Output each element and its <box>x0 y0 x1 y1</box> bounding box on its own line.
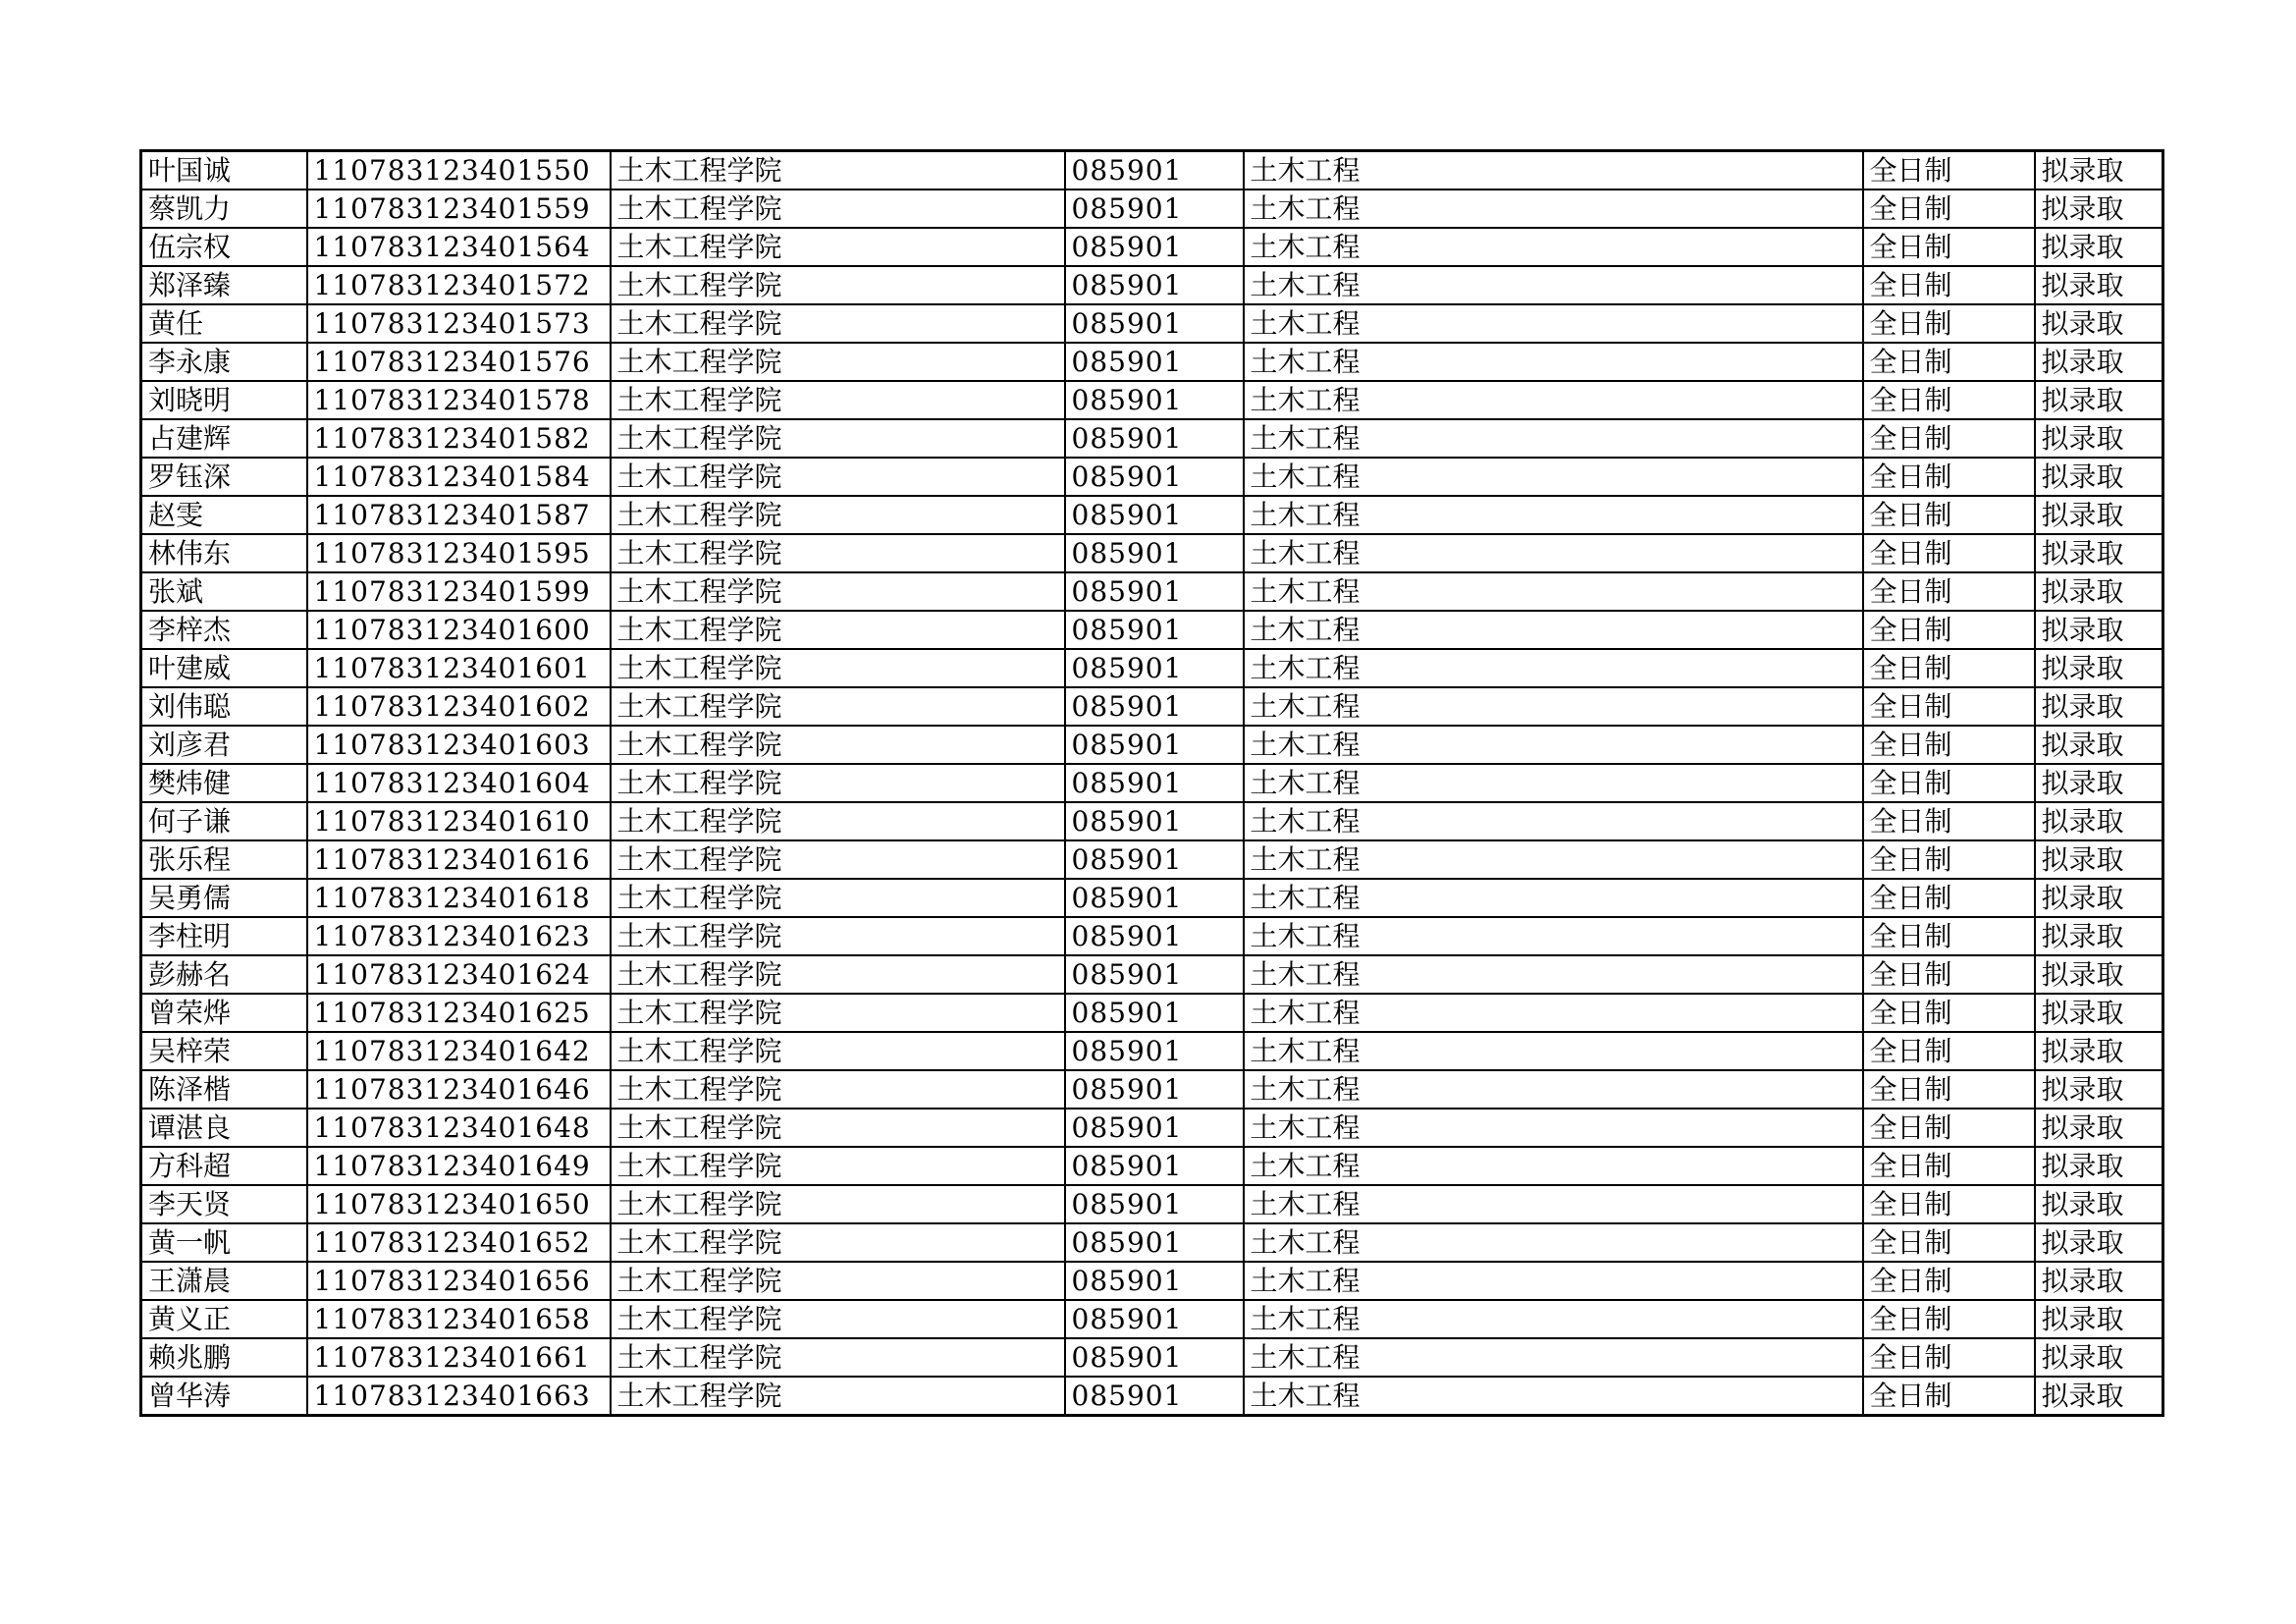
major-code-cell: 085901 <box>1065 802 1244 840</box>
major-name-cell: 土木工程 <box>1244 151 1863 190</box>
school-cell: 土木工程学院 <box>611 228 1065 266</box>
study-mode-cell: 全日制 <box>1863 1032 2035 1070</box>
table-row <box>141 726 2163 764</box>
major-code-cell: 085901 <box>1065 1377 1244 1416</box>
school-cell: 土木工程学院 <box>611 343 1065 381</box>
major-code-cell: 085901 <box>1065 304 1244 343</box>
exam-number-cell: 110783123401656 <box>307 1262 611 1300</box>
admission-status-cell: 拟录取 <box>2035 649 2163 687</box>
admission-status-cell: 拟录取 <box>2035 726 2163 764</box>
major-name-cell: 土木工程 <box>1244 955 1863 994</box>
school-cell: 土木工程学院 <box>611 1338 1065 1377</box>
school-cell: 土木工程学院 <box>611 419 1065 458</box>
admission-status-cell: 拟录取 <box>2035 1300 2163 1338</box>
admission-status-cell: 拟录取 <box>2035 189 2163 228</box>
admission-status-cell: 拟录取 <box>2035 496 2163 534</box>
candidate-name-cell: 叶建威 <box>141 649 307 687</box>
candidate-name-cell: 李梓杰 <box>141 611 307 649</box>
major-code-cell: 085901 <box>1065 1223 1244 1262</box>
major-name-cell: 土木工程 <box>1244 764 1863 802</box>
study-mode-cell: 全日制 <box>1863 1147 2035 1185</box>
candidate-name-cell: 张乐程 <box>141 840 307 879</box>
exam-number-cell: 110783123401584 <box>307 458 611 496</box>
candidate-name-cell: 吴勇儒 <box>141 879 307 917</box>
study-mode-cell: 全日制 <box>1863 840 2035 879</box>
major-code-cell: 085901 <box>1065 955 1244 994</box>
table-row <box>141 994 2163 1032</box>
major-name-cell: 土木工程 <box>1244 1338 1863 1377</box>
major-name-cell: 土木工程 <box>1244 1070 1863 1109</box>
major-name-cell: 土木工程 <box>1244 1147 1863 1185</box>
exam-number-cell: 110783123401573 <box>307 304 611 343</box>
school-cell: 土木工程学院 <box>611 1070 1065 1109</box>
study-mode-cell: 全日制 <box>1863 726 2035 764</box>
exam-number-cell: 110783123401623 <box>307 917 611 955</box>
table-row <box>141 879 2163 917</box>
table-row <box>141 764 2163 802</box>
table-row <box>141 1262 2163 1300</box>
school-cell: 土木工程学院 <box>611 1262 1065 1300</box>
roster-body <box>141 151 2163 1416</box>
candidate-name-cell: 谭湛良 <box>141 1109 307 1147</box>
exam-number-cell: 110783123401642 <box>307 1032 611 1070</box>
admission-status-cell: 拟录取 <box>2035 1377 2163 1416</box>
study-mode-cell: 全日制 <box>1863 802 2035 840</box>
major-name-cell: 土木工程 <box>1244 458 1863 496</box>
major-code-cell: 085901 <box>1065 151 1244 190</box>
major-name-cell: 土木工程 <box>1244 266 1863 304</box>
admission-status-cell: 拟录取 <box>2035 304 2163 343</box>
school-cell: 土木工程学院 <box>611 304 1065 343</box>
exam-number-cell: 110783123401650 <box>307 1185 611 1223</box>
table-row <box>141 1185 2163 1223</box>
admission-status-cell: 拟录取 <box>2035 802 2163 840</box>
major-name-cell: 土木工程 <box>1244 1032 1863 1070</box>
exam-number-cell: 110783123401602 <box>307 687 611 726</box>
table-row <box>141 419 2163 458</box>
table-row <box>141 304 2163 343</box>
table-row <box>141 611 2163 649</box>
school-cell: 土木工程学院 <box>611 458 1065 496</box>
school-cell: 土木工程学院 <box>611 649 1065 687</box>
major-code-cell: 085901 <box>1065 534 1244 572</box>
study-mode-cell: 全日制 <box>1863 1377 2035 1416</box>
study-mode-cell: 全日制 <box>1863 1338 2035 1377</box>
major-name-cell: 土木工程 <box>1244 802 1863 840</box>
major-code-cell: 085901 <box>1065 879 1244 917</box>
table-row <box>141 189 2163 228</box>
admission-status-cell: 拟录取 <box>2035 1223 2163 1262</box>
school-cell: 土木工程学院 <box>611 726 1065 764</box>
candidate-name-cell: 曾荣烨 <box>141 994 307 1032</box>
school-cell: 土木工程学院 <box>611 1223 1065 1262</box>
school-cell: 土木工程学院 <box>611 764 1065 802</box>
candidate-name-cell: 彭赫名 <box>141 955 307 994</box>
admission-status-cell: 拟录取 <box>2035 1032 2163 1070</box>
candidate-name-cell: 陈泽楷 <box>141 1070 307 1109</box>
study-mode-cell: 全日制 <box>1863 1109 2035 1147</box>
study-mode-cell: 全日制 <box>1863 764 2035 802</box>
major-name-cell: 土木工程 <box>1244 917 1863 955</box>
table-row <box>141 917 2163 955</box>
study-mode-cell: 全日制 <box>1863 1070 2035 1109</box>
study-mode-cell: 全日制 <box>1863 994 2035 1032</box>
major-code-cell: 085901 <box>1065 266 1244 304</box>
major-name-cell: 土木工程 <box>1244 726 1863 764</box>
exam-number-cell: 110783123401604 <box>307 764 611 802</box>
admission-status-cell: 拟录取 <box>2035 266 2163 304</box>
candidate-name-cell: 占建辉 <box>141 419 307 458</box>
table-row <box>141 381 2163 419</box>
table-row <box>141 151 2163 190</box>
major-code-cell: 085901 <box>1065 1147 1244 1185</box>
candidate-name-cell: 李永康 <box>141 343 307 381</box>
major-code-cell: 085901 <box>1065 1338 1244 1377</box>
exam-number-cell: 110783123401600 <box>307 611 611 649</box>
exam-number-cell: 110783123401603 <box>307 726 611 764</box>
school-cell: 土木工程学院 <box>611 802 1065 840</box>
study-mode-cell: 全日制 <box>1863 1223 2035 1262</box>
candidate-name-cell: 樊炜健 <box>141 764 307 802</box>
major-code-cell: 085901 <box>1065 687 1244 726</box>
admission-status-cell: 拟录取 <box>2035 917 2163 955</box>
exam-number-cell: 110783123401564 <box>307 228 611 266</box>
major-name-cell: 土木工程 <box>1244 1262 1863 1300</box>
major-name-cell: 土木工程 <box>1244 496 1863 534</box>
table-row <box>141 1300 2163 1338</box>
exam-number-cell: 110783123401578 <box>307 381 611 419</box>
table-row <box>141 266 2163 304</box>
study-mode-cell: 全日制 <box>1863 572 2035 611</box>
school-cell: 土木工程学院 <box>611 1109 1065 1147</box>
major-name-cell: 土木工程 <box>1244 1300 1863 1338</box>
exam-number-cell: 110783123401618 <box>307 879 611 917</box>
school-cell: 土木工程学院 <box>611 496 1065 534</box>
candidate-name-cell: 吴梓荣 <box>141 1032 307 1070</box>
candidate-name-cell: 何子谦 <box>141 802 307 840</box>
admission-status-cell: 拟录取 <box>2035 458 2163 496</box>
exam-number-cell: 110783123401550 <box>307 151 611 190</box>
admission-status-cell: 拟录取 <box>2035 151 2163 190</box>
major-code-cell: 085901 <box>1065 764 1244 802</box>
school-cell: 土木工程学院 <box>611 1300 1065 1338</box>
major-code-cell: 085901 <box>1065 572 1244 611</box>
school-cell: 土木工程学院 <box>611 1185 1065 1223</box>
major-code-cell: 085901 <box>1065 726 1244 764</box>
table-row <box>141 228 2163 266</box>
major-name-cell: 土木工程 <box>1244 840 1863 879</box>
exam-number-cell: 110783123401599 <box>307 572 611 611</box>
table-row <box>141 687 2163 726</box>
table-row <box>141 1338 2163 1377</box>
candidate-name-cell: 黄义正 <box>141 1300 307 1338</box>
exam-number-cell: 110783123401601 <box>307 649 611 687</box>
major-name-cell: 土木工程 <box>1244 419 1863 458</box>
major-name-cell: 土木工程 <box>1244 611 1863 649</box>
study-mode-cell: 全日制 <box>1863 381 2035 419</box>
admission-status-cell: 拟录取 <box>2035 1262 2163 1300</box>
admission-status-cell: 拟录取 <box>2035 1070 2163 1109</box>
exam-number-cell: 110783123401572 <box>307 266 611 304</box>
table-row <box>141 1147 2163 1185</box>
study-mode-cell: 全日制 <box>1863 151 2035 190</box>
study-mode-cell: 全日制 <box>1863 955 2035 994</box>
study-mode-cell: 全日制 <box>1863 189 2035 228</box>
exam-number-cell: 110783123401663 <box>307 1377 611 1416</box>
exam-number-cell: 110783123401658 <box>307 1300 611 1338</box>
major-name-cell: 土木工程 <box>1244 879 1863 917</box>
admission-status-cell: 拟录取 <box>2035 343 2163 381</box>
school-cell: 土木工程学院 <box>611 687 1065 726</box>
candidate-name-cell: 曾华涛 <box>141 1377 307 1416</box>
candidate-name-cell: 刘晓明 <box>141 381 307 419</box>
admission-status-cell: 拟录取 <box>2035 419 2163 458</box>
candidate-name-cell: 李柱明 <box>141 917 307 955</box>
exam-number-cell: 110783123401625 <box>307 994 611 1032</box>
table-row <box>141 1109 2163 1147</box>
table-row <box>141 1377 2163 1416</box>
major-code-cell: 085901 <box>1065 419 1244 458</box>
candidate-name-cell: 伍宗权 <box>141 228 307 266</box>
exam-number-cell: 110783123401646 <box>307 1070 611 1109</box>
study-mode-cell: 全日制 <box>1863 343 2035 381</box>
table-row <box>141 343 2163 381</box>
study-mode-cell: 全日制 <box>1863 228 2035 266</box>
exam-number-cell: 110783123401624 <box>307 955 611 994</box>
admission-status-cell: 拟录取 <box>2035 1338 2163 1377</box>
study-mode-cell: 全日制 <box>1863 304 2035 343</box>
table-row <box>141 1032 2163 1070</box>
school-cell: 土木工程学院 <box>611 917 1065 955</box>
candidate-name-cell: 刘彦君 <box>141 726 307 764</box>
candidate-name-cell: 赵雯 <box>141 496 307 534</box>
major-code-cell: 085901 <box>1065 611 1244 649</box>
exam-number-cell: 110783123401649 <box>307 1147 611 1185</box>
major-code-cell: 085901 <box>1065 1032 1244 1070</box>
study-mode-cell: 全日制 <box>1863 266 2035 304</box>
admission-roster-table <box>139 149 2164 1417</box>
admission-status-cell: 拟录取 <box>2035 994 2163 1032</box>
major-name-cell: 土木工程 <box>1244 381 1863 419</box>
candidate-name-cell: 罗钰深 <box>141 458 307 496</box>
school-cell: 土木工程学院 <box>611 381 1065 419</box>
candidate-name-cell: 张斌 <box>141 572 307 611</box>
admission-status-cell: 拟录取 <box>2035 764 2163 802</box>
major-code-cell: 085901 <box>1065 649 1244 687</box>
admission-status-cell: 拟录取 <box>2035 879 2163 917</box>
study-mode-cell: 全日制 <box>1863 611 2035 649</box>
table-row <box>141 1223 2163 1262</box>
school-cell: 土木工程学院 <box>611 151 1065 190</box>
major-code-cell: 085901 <box>1065 189 1244 228</box>
table-row <box>141 572 2163 611</box>
candidate-name-cell: 叶国诚 <box>141 151 307 190</box>
candidate-name-cell: 黄任 <box>141 304 307 343</box>
major-code-cell: 085901 <box>1065 1185 1244 1223</box>
school-cell: 土木工程学院 <box>611 955 1065 994</box>
table-row <box>141 1070 2163 1109</box>
study-mode-cell: 全日制 <box>1863 687 2035 726</box>
study-mode-cell: 全日制 <box>1863 534 2035 572</box>
exam-number-cell: 110783123401582 <box>307 419 611 458</box>
admission-status-cell: 拟录取 <box>2035 1109 2163 1147</box>
candidate-name-cell: 郑泽臻 <box>141 266 307 304</box>
admission-status-cell: 拟录取 <box>2035 955 2163 994</box>
admission-status-cell: 拟录取 <box>2035 687 2163 726</box>
study-mode-cell: 全日制 <box>1863 879 2035 917</box>
major-name-cell: 土木工程 <box>1244 1109 1863 1147</box>
candidate-name-cell: 刘伟聪 <box>141 687 307 726</box>
candidate-name-cell: 王潇晨 <box>141 1262 307 1300</box>
major-code-cell: 085901 <box>1065 381 1244 419</box>
exam-number-cell: 110783123401610 <box>307 802 611 840</box>
major-code-cell: 085901 <box>1065 1262 1244 1300</box>
major-name-cell: 土木工程 <box>1244 649 1863 687</box>
major-name-cell: 土木工程 <box>1244 343 1863 381</box>
major-name-cell: 土木工程 <box>1244 228 1863 266</box>
major-code-cell: 085901 <box>1065 994 1244 1032</box>
major-code-cell: 085901 <box>1065 458 1244 496</box>
candidate-name-cell: 方科超 <box>141 1147 307 1185</box>
school-cell: 土木工程学院 <box>611 1032 1065 1070</box>
table-row <box>141 840 2163 879</box>
study-mode-cell: 全日制 <box>1863 1262 2035 1300</box>
candidate-name-cell: 赖兆鹏 <box>141 1338 307 1377</box>
exam-number-cell: 110783123401648 <box>307 1109 611 1147</box>
admission-status-cell: 拟录取 <box>2035 1185 2163 1223</box>
study-mode-cell: 全日制 <box>1863 1300 2035 1338</box>
exam-number-cell: 110783123401576 <box>307 343 611 381</box>
table-row <box>141 649 2163 687</box>
table-row <box>141 534 2163 572</box>
school-cell: 土木工程学院 <box>611 1147 1065 1185</box>
table-row <box>141 496 2163 534</box>
exam-number-cell: 110783123401661 <box>307 1338 611 1377</box>
admission-status-cell: 拟录取 <box>2035 381 2163 419</box>
school-cell: 土木工程学院 <box>611 1377 1065 1416</box>
major-name-cell: 土木工程 <box>1244 1377 1863 1416</box>
exam-number-cell: 110783123401652 <box>307 1223 611 1262</box>
admission-status-cell: 拟录取 <box>2035 572 2163 611</box>
candidate-name-cell: 李天贤 <box>141 1185 307 1223</box>
major-code-cell: 085901 <box>1065 228 1244 266</box>
study-mode-cell: 全日制 <box>1863 917 2035 955</box>
major-code-cell: 085901 <box>1065 917 1244 955</box>
school-cell: 土木工程学院 <box>611 189 1065 228</box>
major-code-cell: 085901 <box>1065 1109 1244 1147</box>
candidate-name-cell: 林伟东 <box>141 534 307 572</box>
school-cell: 土木工程学院 <box>611 994 1065 1032</box>
school-cell: 土木工程学院 <box>611 266 1065 304</box>
major-name-cell: 土木工程 <box>1244 1223 1863 1262</box>
exam-number-cell: 110783123401559 <box>307 189 611 228</box>
study-mode-cell: 全日制 <box>1863 1185 2035 1223</box>
exam-number-cell: 110783123401595 <box>307 534 611 572</box>
major-name-cell: 土木工程 <box>1244 687 1863 726</box>
admission-status-cell: 拟录取 <box>2035 228 2163 266</box>
study-mode-cell: 全日制 <box>1863 419 2035 458</box>
major-name-cell: 土木工程 <box>1244 534 1863 572</box>
candidate-name-cell: 蔡凯力 <box>141 189 307 228</box>
major-code-cell: 085901 <box>1065 496 1244 534</box>
school-cell: 土木工程学院 <box>611 572 1065 611</box>
school-cell: 土木工程学院 <box>611 879 1065 917</box>
table-row <box>141 458 2163 496</box>
major-code-cell: 085901 <box>1065 1070 1244 1109</box>
major-code-cell: 085901 <box>1065 840 1244 879</box>
table-row <box>141 802 2163 840</box>
exam-number-cell: 110783123401616 <box>307 840 611 879</box>
major-code-cell: 085901 <box>1065 343 1244 381</box>
exam-number-cell: 110783123401587 <box>307 496 611 534</box>
admission-status-cell: 拟录取 <box>2035 534 2163 572</box>
study-mode-cell: 全日制 <box>1863 496 2035 534</box>
study-mode-cell: 全日制 <box>1863 458 2035 496</box>
major-name-cell: 土木工程 <box>1244 572 1863 611</box>
major-name-cell: 土木工程 <box>1244 1185 1863 1223</box>
table-row <box>141 955 2163 994</box>
major-name-cell: 土木工程 <box>1244 189 1863 228</box>
admission-status-cell: 拟录取 <box>2035 1147 2163 1185</box>
admission-status-cell: 拟录取 <box>2035 611 2163 649</box>
major-name-cell: 土木工程 <box>1244 304 1863 343</box>
major-code-cell: 085901 <box>1065 1300 1244 1338</box>
admission-status-cell: 拟录取 <box>2035 840 2163 879</box>
study-mode-cell: 全日制 <box>1863 649 2035 687</box>
school-cell: 土木工程学院 <box>611 840 1065 879</box>
candidate-name-cell: 黄一帆 <box>141 1223 307 1262</box>
major-name-cell: 土木工程 <box>1244 994 1863 1032</box>
school-cell: 土木工程学院 <box>611 534 1065 572</box>
school-cell: 土木工程学院 <box>611 611 1065 649</box>
